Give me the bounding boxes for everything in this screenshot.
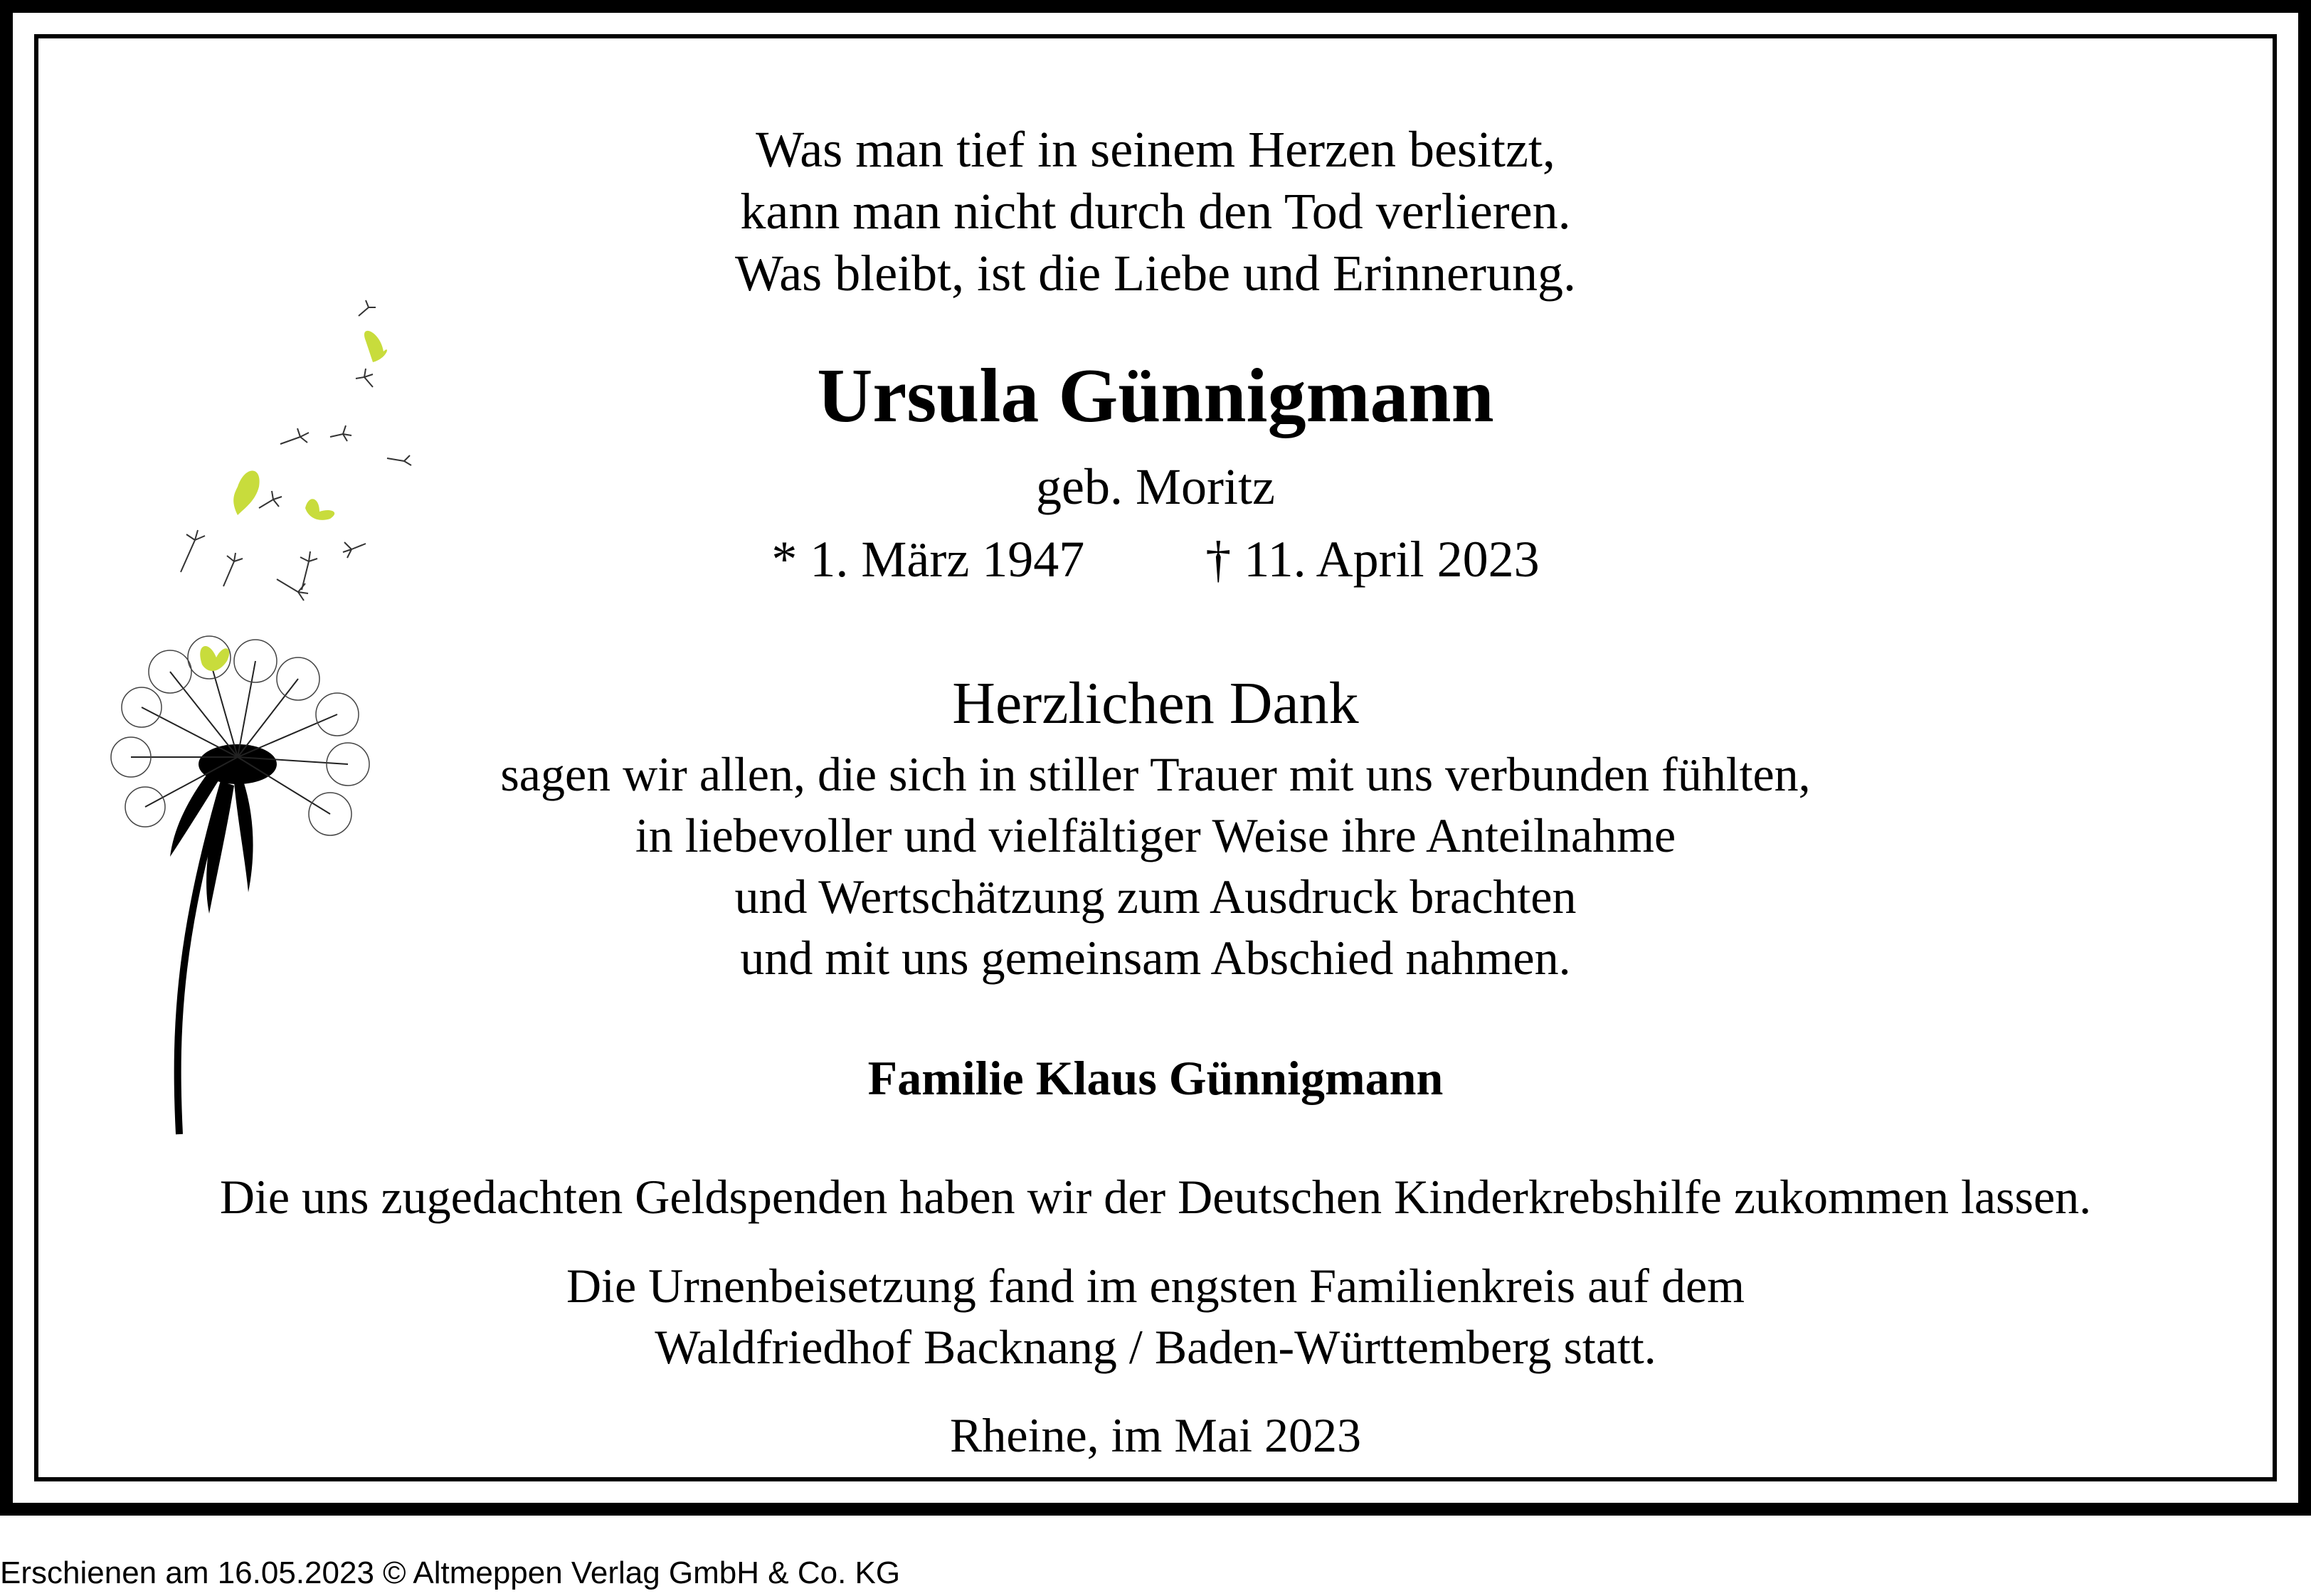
thanks-line: sagen wir allen, die sich in stiller Trauer mit uns verbunden fühlten, <box>500 747 1811 801</box>
donation-note: Die uns zugedachten Geldspenden haben wir der Deutschen Kinderkrebshilfe zukommen lassen. <box>219 1170 2092 1224</box>
burial-line: Waldfriedhof Backnang / Baden-Württemberg statt. <box>655 1320 1656 1374</box>
thanks-line: und Wertschätzung zum Ausdruck brachten <box>734 870 1577 924</box>
place-date: Rheine, im Mai 2023 <box>950 1408 1361 1462</box>
publication-footer: Erschienen am 16.05.2023 © Altmeppen Verlag GmbH & Co. KG <box>0 1555 901 1590</box>
thanks-line: und mit uns gemeinsam Abschied nahmen. <box>740 931 1571 985</box>
thanks-text <box>38 744 2273 988</box>
family-signature: Familie Klaus Günnigmann <box>867 1051 1444 1105</box>
thanks-title: Herzlichen Dank <box>952 670 1359 736</box>
motto-verse <box>38 119 2273 305</box>
motto-line: Was bleibt, ist die Liebe und Erinnerung. <box>735 245 1576 302</box>
birth-date: * 1. März 1947 <box>771 531 1085 588</box>
thanks-line: in liebevoller und vielfältiger Weise ihre Anteilnahme <box>635 808 1676 862</box>
life-dates <box>38 528 2273 591</box>
maiden-name: geb. Moritz <box>1036 458 1275 515</box>
obituary-inner-frame <box>34 34 2277 1481</box>
death-date: † 11. April 2023 <box>1205 531 1540 588</box>
motto-line: Was man tief in seinem Herzen besitzt, <box>756 121 1555 178</box>
burial-line: Die Urnenbeisetzung fand im engsten Familienkreis auf dem <box>566 1259 1745 1313</box>
deceased-name: Ursula Günnigmann <box>817 354 1494 438</box>
burial-note <box>38 1255 2273 1378</box>
motto-line: kann man nicht durch den Tod verlieren. <box>740 183 1571 240</box>
